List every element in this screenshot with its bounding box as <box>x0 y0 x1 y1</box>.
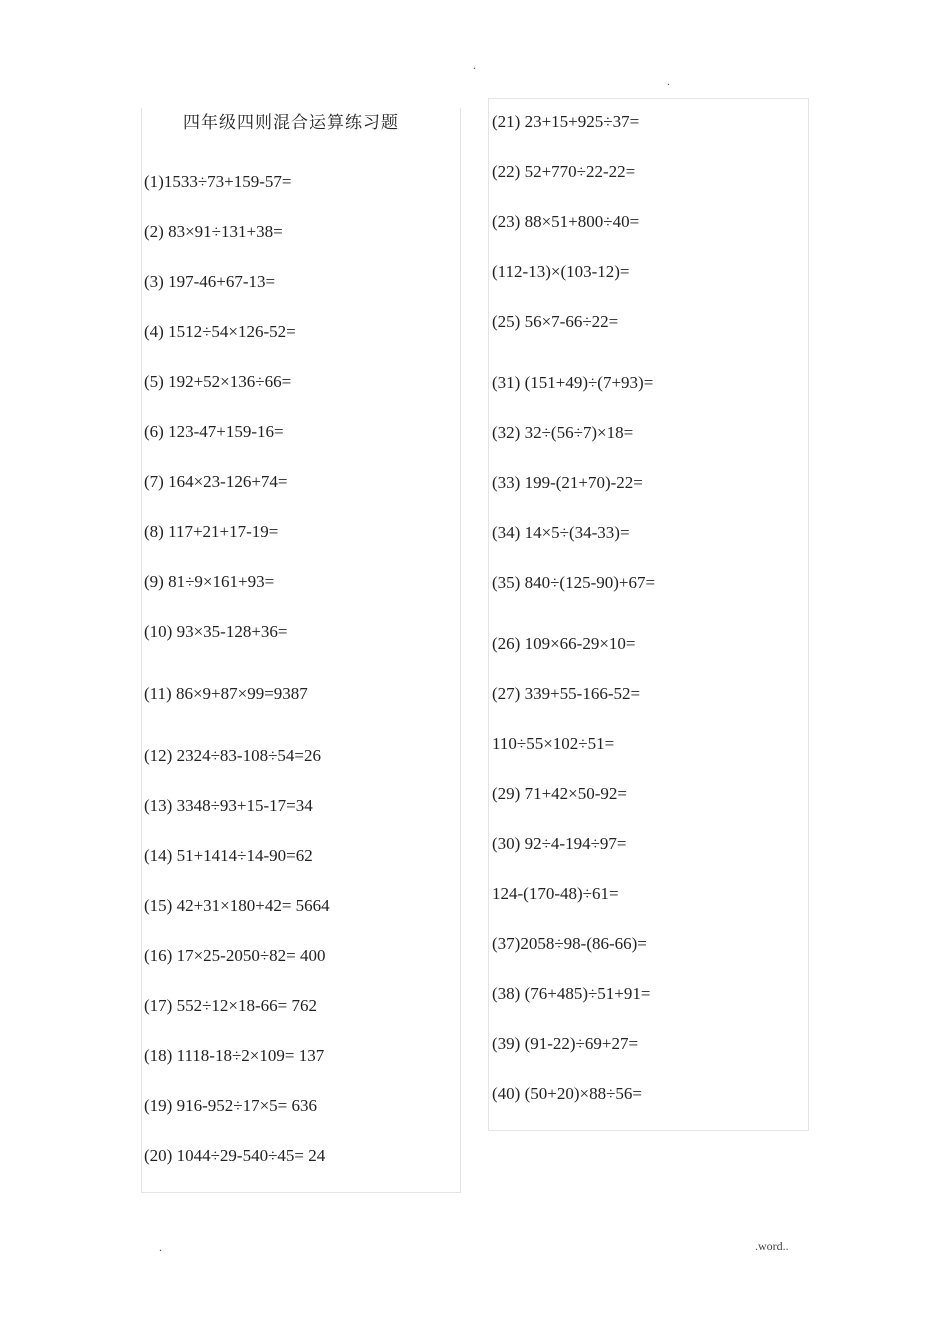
exercise-item: (4) 1512÷54×126-52= <box>144 322 296 341</box>
exercise-item: (19) 916-952÷17×5= 636 <box>144 1096 317 1115</box>
exercise-item: (18) 1118-18÷2×109= 137 <box>144 1046 325 1065</box>
header-dot-1: . <box>473 58 476 72</box>
exercise-item: (31) (151+49)÷(7+93)= <box>492 373 654 392</box>
exercise-item: (3) 197-46+67-13= <box>144 272 276 291</box>
exercise-item: (5) 192+52×136÷66= <box>144 372 292 391</box>
exercise-item: (27) 339+55-166-52= <box>492 684 641 703</box>
exercise-item: (2) 83×91÷131+38= <box>144 222 283 241</box>
footer-right-mark: .word.. <box>755 1239 789 1253</box>
exercise-item: (14) 51+1414÷14-90=62 <box>144 846 313 865</box>
exercise-item: (8) 117+21+17-19= <box>144 522 279 541</box>
exercise-item: (11) 86×9+87×99=9387 <box>144 684 308 703</box>
exercise-item: (32) 32÷(56÷7)×18= <box>492 423 634 442</box>
exercise-item: (38) (76+485)÷51+91= <box>492 984 651 1003</box>
exercise-item: (22) 52+770÷22-22= <box>492 162 636 181</box>
exercise-item: (112-13)×(103-12)= <box>492 262 630 281</box>
exercise-item: (17) 552÷12×18-66= 762 <box>144 996 317 1015</box>
exercise-item: (37)2058÷98-(86-66)= <box>492 934 647 953</box>
exercise-item: (13) 3348÷93+15-17=34 <box>144 796 313 815</box>
exercise-item: (40) (50+20)×88÷56= <box>492 1084 642 1103</box>
page-title: 四年级四则混合运算练习题 <box>183 113 399 132</box>
exercise-item: (16) 17×25-2050÷82= 400 <box>144 946 326 965</box>
exercise-item: (9) 81÷9×161+93= <box>144 572 275 591</box>
footer-left-mark: . <box>159 1240 162 1254</box>
exercise-item: (21) 23+15+925÷37= <box>492 112 640 131</box>
exercise-item: (30) 92÷4-194÷97= <box>492 834 627 853</box>
exercise-item: (33) 199-(21+70)-22= <box>492 473 643 492</box>
exercise-item: (26) 109×66-29×10= <box>492 634 636 653</box>
exercise-item: (23) 88×51+800÷40= <box>492 212 640 231</box>
exercise-item: (25) 56×7-66÷22= <box>492 312 619 331</box>
exercise-item: (10) 93×35-128+36= <box>144 622 288 641</box>
exercise-item: (20) 1044÷29-540÷45= 24 <box>144 1146 326 1165</box>
exercise-item: (1)1533÷73+159-57= <box>144 172 292 191</box>
exercise-item: 124-(170-48)÷61= <box>492 884 619 903</box>
exercise-item: (7) 164×23-126+74= <box>144 472 288 491</box>
exercise-item: (29) 71+42×50-92= <box>492 784 627 803</box>
exercise-item: 110÷55×102÷51= <box>492 734 615 753</box>
exercise-item: (35) 840÷(125-90)+67= <box>492 573 656 592</box>
exercise-item: (39) (91-22)÷69+27= <box>492 1034 639 1053</box>
exercise-item: (12) 2324÷83-108÷54=26 <box>144 746 321 765</box>
header-dot-2: . <box>667 74 670 88</box>
exercise-item: (6) 123-47+159-16= <box>144 422 284 441</box>
exercise-item: (15) 42+31×180+42= 5664 <box>144 896 330 915</box>
exercise-item: (34) 14×5÷(34-33)= <box>492 523 630 542</box>
right-column-frame <box>488 98 809 1131</box>
